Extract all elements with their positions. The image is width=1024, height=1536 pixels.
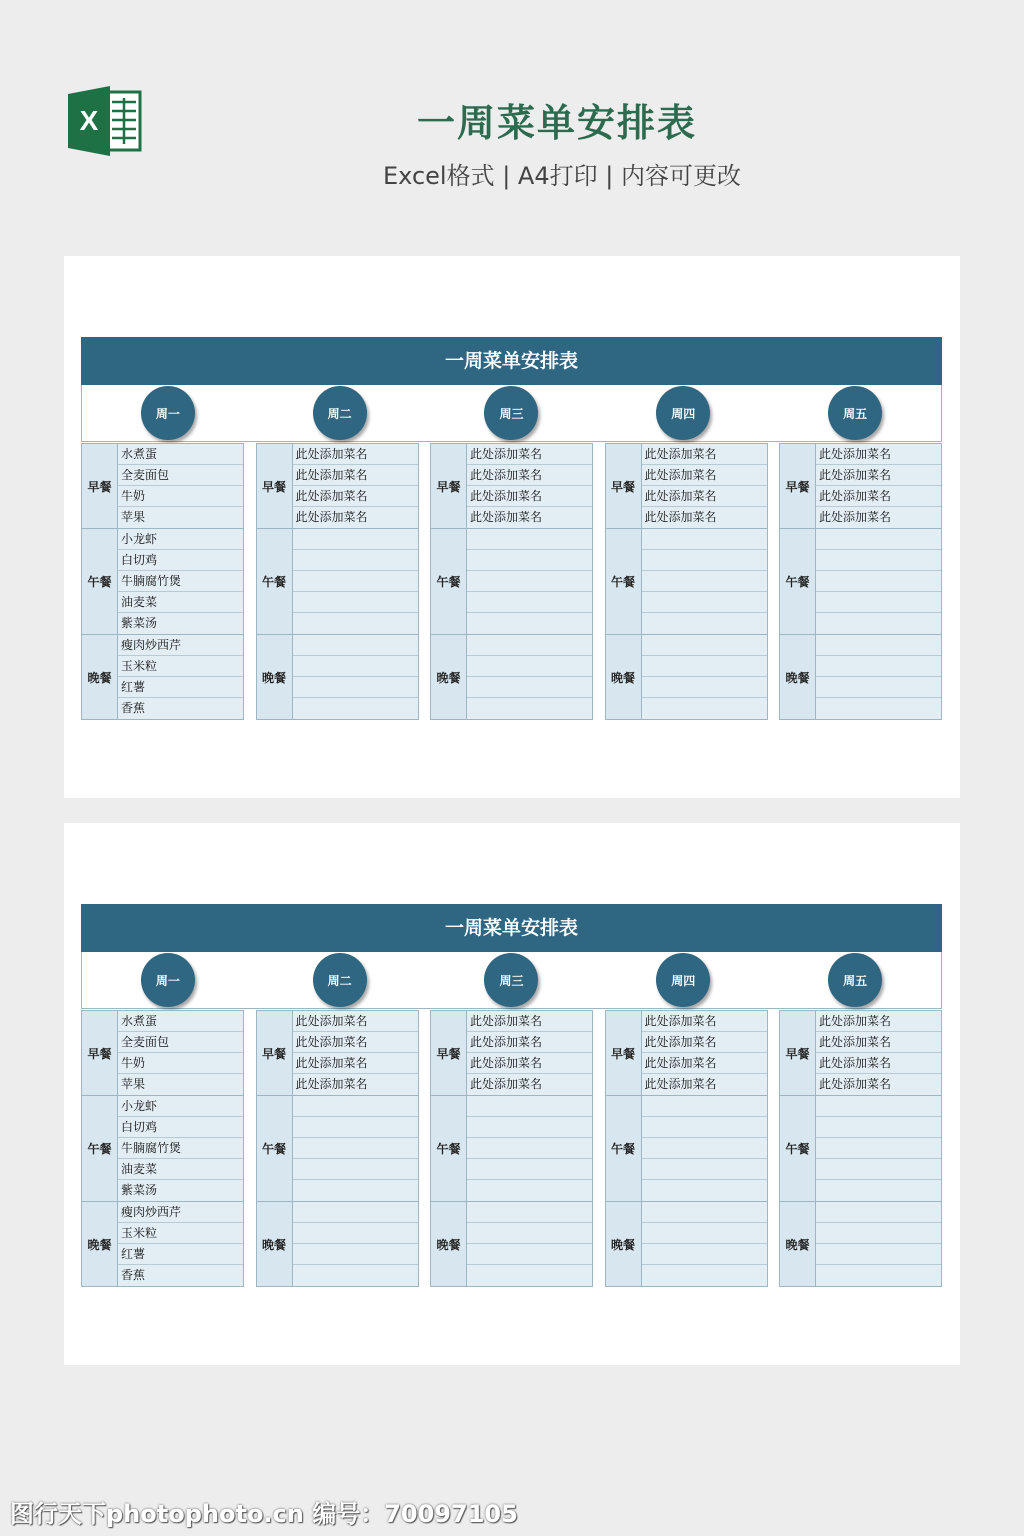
- page-title: 一周菜单安排表: [416, 101, 697, 145]
- dish-cell[interactable]: 此处添加菜名: [816, 1053, 941, 1074]
- dish-cell[interactable]: 香蕉: [121, 701, 146, 715]
- dish-cell[interactable]: [816, 698, 941, 719]
- meal-label: 午餐: [431, 1096, 467, 1201]
- meal-label: 晚餐: [431, 635, 467, 719]
- dish-cell[interactable]: 苹果: [121, 1077, 146, 1091]
- meal-label: 午餐: [82, 1096, 118, 1201]
- day-menu-block: [779, 1010, 942, 1287]
- meal-label: 午餐: [257, 1096, 293, 1201]
- dish-cell[interactable]: [293, 1244, 418, 1265]
- meal-group: [780, 1011, 941, 1096]
- meal-group: [780, 444, 941, 529]
- meal-items: [118, 529, 243, 634]
- day-badge: 周二: [313, 386, 367, 440]
- dish-cell[interactable]: 香蕉: [121, 1268, 146, 1282]
- meal-items: [467, 1011, 592, 1095]
- menu-table: [81, 337, 942, 720]
- day-header-row: [81, 385, 942, 442]
- meal-group: [780, 1096, 941, 1202]
- dish-cell[interactable]: 此处添加菜名: [644, 510, 717, 524]
- meal-group: [606, 1011, 767, 1096]
- day-header-cell: [254, 385, 426, 441]
- day-header-cell: [82, 385, 254, 441]
- dish-cell[interactable]: [642, 656, 767, 677]
- dish-cell[interactable]: [816, 550, 941, 571]
- dish-cell[interactable]: [293, 592, 418, 613]
- dish-cell[interactable]: 白切鸡: [118, 550, 243, 571]
- meal-items: [642, 444, 767, 528]
- dish-cell[interactable]: [816, 1159, 941, 1180]
- dish-cell[interactable]: [816, 1096, 941, 1117]
- meal-label: 午餐: [780, 529, 816, 634]
- meal-group: [780, 529, 941, 635]
- dish-cell[interactable]: 油麦菜: [118, 1159, 243, 1180]
- meal-label: 晚餐: [82, 635, 118, 719]
- dish-cell[interactable]: [293, 656, 418, 677]
- day-menu-block: [605, 443, 768, 720]
- day-menu-block: [430, 1010, 593, 1287]
- day-header-cell: [426, 952, 598, 1008]
- dish-cell[interactable]: [467, 1159, 592, 1180]
- meal-label: 午餐: [780, 1096, 816, 1201]
- dish-cell[interactable]: [642, 1117, 767, 1138]
- meal-label: 早餐: [257, 444, 293, 528]
- dish-cell[interactable]: [642, 613, 767, 634]
- dish-cell[interactable]: 此处添加菜名: [293, 1032, 418, 1053]
- dish-cell[interactable]: 水煮蛋: [118, 1011, 243, 1032]
- dish-cell[interactable]: [293, 698, 418, 719]
- dish-cell[interactable]: [816, 1265, 941, 1286]
- dish-cell[interactable]: 红薯: [118, 677, 243, 698]
- meal-items: [118, 635, 243, 719]
- meal-items: [467, 529, 592, 634]
- dish-cell[interactable]: [816, 1202, 941, 1223]
- dish-cell[interactable]: 此处添加菜名: [642, 444, 767, 465]
- meal-items: [816, 635, 941, 719]
- meal-items: [816, 444, 941, 528]
- days-grid: [81, 443, 942, 720]
- dish-cell[interactable]: 此处添加菜名: [644, 1077, 717, 1091]
- meal-group: [606, 1202, 767, 1286]
- meal-items: [816, 1011, 941, 1095]
- dish-cell[interactable]: 牛腩腐竹煲: [118, 571, 243, 592]
- meal-group: [431, 635, 592, 719]
- meal-label: 早餐: [431, 1011, 467, 1095]
- day-badge: 周三: [484, 953, 538, 1007]
- day-menu-block: [256, 1010, 419, 1287]
- day-badge: 周四: [656, 386, 710, 440]
- dish-cell[interactable]: 瘦肉炒西芹: [118, 635, 243, 656]
- meal-group: [257, 444, 418, 529]
- meal-label: 晚餐: [257, 1202, 293, 1286]
- dish-cell[interactable]: [293, 1180, 418, 1201]
- meal-label: 早餐: [780, 444, 816, 528]
- meal-group: [82, 529, 243, 635]
- meal-items: [642, 635, 767, 719]
- dish-cell[interactable]: 此处添加菜名: [293, 1011, 418, 1032]
- dish-cell[interactable]: 此处添加菜名: [293, 465, 418, 486]
- meal-group: [82, 1011, 243, 1096]
- meal-items: [467, 635, 592, 719]
- meal-group: [780, 1202, 941, 1286]
- dish-cell[interactable]: [816, 1223, 941, 1244]
- dish-cell[interactable]: [642, 550, 767, 571]
- dish-cell[interactable]: 此处添加菜名: [819, 510, 892, 524]
- day-badge: 周五: [828, 386, 882, 440]
- dish-cell[interactable]: 红薯: [118, 1244, 243, 1265]
- dish-cell[interactable]: [642, 571, 767, 592]
- day-header-row: [81, 952, 942, 1009]
- meal-group: [82, 1202, 243, 1286]
- dish-cell[interactable]: 瘦肉炒西芹: [118, 1202, 243, 1223]
- dish-cell[interactable]: [642, 635, 767, 656]
- meal-items: [816, 529, 941, 634]
- dish-cell[interactable]: [467, 656, 592, 677]
- meal-items: [467, 1202, 592, 1286]
- dish-cell[interactable]: [467, 1223, 592, 1244]
- dish-cell[interactable]: [816, 677, 941, 698]
- day-badge: 周五: [828, 953, 882, 1007]
- meal-items: [293, 1096, 418, 1201]
- dish-cell[interactable]: [467, 1180, 592, 1201]
- meal-items: [293, 1202, 418, 1286]
- meal-label: 晚餐: [606, 635, 642, 719]
- day-header-cell: [82, 952, 254, 1008]
- dish-cell[interactable]: 水煮蛋: [118, 444, 243, 465]
- dish-cell[interactable]: 此处添加菜名: [816, 1011, 941, 1032]
- dish-cell[interactable]: [293, 1265, 418, 1286]
- meal-group: [257, 1096, 418, 1202]
- meal-label: 早餐: [431, 444, 467, 528]
- meal-items: [467, 444, 592, 528]
- meal-label: 午餐: [82, 529, 118, 634]
- dish-cell[interactable]: [467, 635, 592, 656]
- meal-group: [606, 1096, 767, 1202]
- dish-cell[interactable]: [642, 1159, 767, 1180]
- dish-cell[interactable]: 此处添加菜名: [295, 1077, 368, 1091]
- day-header-cell: [426, 385, 598, 441]
- dish-cell[interactable]: [467, 571, 592, 592]
- meal-group: [82, 635, 243, 719]
- dish-cell[interactable]: 此处添加菜名: [642, 1011, 767, 1032]
- dish-cell[interactable]: [467, 677, 592, 698]
- meal-label: 午餐: [606, 1096, 642, 1201]
- dish-cell[interactable]: 此处添加菜名: [470, 510, 543, 524]
- meal-group: [82, 1096, 243, 1202]
- dish-cell[interactable]: 此处添加菜名: [467, 1053, 592, 1074]
- meal-items: [816, 1202, 941, 1286]
- meal-label: 晚餐: [431, 1202, 467, 1286]
- dish-cell[interactable]: [816, 656, 941, 677]
- dish-cell[interactable]: [816, 1180, 941, 1201]
- dish-cell[interactable]: [642, 698, 767, 719]
- meal-group: [257, 1011, 418, 1096]
- dish-cell[interactable]: [642, 1096, 767, 1117]
- meal-group: [82, 444, 243, 529]
- dish-cell[interactable]: [293, 571, 418, 592]
- day-menu-block: [430, 443, 593, 720]
- dish-cell[interactable]: [642, 1202, 767, 1223]
- dish-cell[interactable]: 此处添加菜名: [467, 486, 592, 507]
- days-grid: [81, 1010, 942, 1287]
- dish-cell[interactable]: 此处添加菜名: [816, 444, 941, 465]
- dish-cell[interactable]: [467, 550, 592, 571]
- dish-cell[interactable]: 此处添加菜名: [642, 1053, 767, 1074]
- dish-cell[interactable]: [816, 635, 941, 656]
- dish-cell[interactable]: [467, 1138, 592, 1159]
- meal-label: 晚餐: [82, 1202, 118, 1286]
- meal-label: 晚餐: [780, 1202, 816, 1286]
- meal-label: 晚餐: [780, 635, 816, 719]
- day-menu-block: [256, 443, 419, 720]
- dish-cell[interactable]: 此处添加菜名: [816, 465, 941, 486]
- dish-cell[interactable]: [816, 1244, 941, 1265]
- dish-cell[interactable]: [293, 1223, 418, 1244]
- dish-cell[interactable]: 此处添加菜名: [816, 1032, 941, 1053]
- meal-group: [431, 1096, 592, 1202]
- dish-cell[interactable]: [642, 1138, 767, 1159]
- dish-cell[interactable]: 全麦面包: [118, 1032, 243, 1053]
- meal-label: 早餐: [82, 1011, 118, 1095]
- dish-cell[interactable]: [293, 635, 418, 656]
- dish-cell[interactable]: [642, 592, 767, 613]
- menu-table: [81, 904, 942, 1287]
- meal-group: [431, 529, 592, 635]
- dish-cell[interactable]: 此处添加菜名: [819, 1077, 892, 1091]
- table-title: 一周菜单安排表: [81, 904, 942, 952]
- meal-label: 午餐: [606, 529, 642, 634]
- meal-items: [293, 529, 418, 634]
- dish-cell[interactable]: [467, 1244, 592, 1265]
- dish-cell[interactable]: [642, 1223, 767, 1244]
- dish-cell[interactable]: [293, 1202, 418, 1223]
- meal-label: 早餐: [780, 1011, 816, 1095]
- dish-cell[interactable]: [467, 1265, 592, 1286]
- dish-cell[interactable]: 玉米粒: [118, 1223, 243, 1244]
- dish-cell[interactable]: [816, 592, 941, 613]
- meal-items: [118, 1011, 243, 1095]
- dish-cell[interactable]: [642, 677, 767, 698]
- meal-group: [431, 444, 592, 529]
- meal-label: 午餐: [431, 529, 467, 634]
- dish-cell[interactable]: 牛奶: [118, 1053, 243, 1074]
- dish-cell[interactable]: [293, 1138, 418, 1159]
- meal-group: [606, 529, 767, 635]
- dish-cell[interactable]: 此处添加菜名: [642, 486, 767, 507]
- sheet-preview-2: [64, 823, 960, 1365]
- dish-cell[interactable]: 紫菜汤: [121, 1183, 158, 1197]
- dish-cell[interactable]: 此处添加菜名: [470, 1077, 543, 1091]
- meal-items: [118, 444, 243, 528]
- meal-group: [257, 529, 418, 635]
- dish-cell[interactable]: [467, 1202, 592, 1223]
- dish-cell[interactable]: [467, 529, 592, 550]
- meal-label: 晚餐: [606, 1202, 642, 1286]
- dish-cell[interactable]: 此处添加菜名: [642, 465, 767, 486]
- meal-label: 早餐: [82, 444, 118, 528]
- dish-cell[interactable]: [816, 1117, 941, 1138]
- meal-label: 早餐: [257, 1011, 293, 1095]
- day-menu-block: [779, 443, 942, 720]
- day-menu-block: [81, 443, 244, 720]
- svg-text:X: X: [79, 105, 99, 136]
- dish-cell[interactable]: 紫菜汤: [121, 616, 158, 630]
- dish-cell[interactable]: 此处添加菜名: [467, 465, 592, 486]
- dish-cell[interactable]: 此处添加菜名: [816, 486, 941, 507]
- sheet-preview-1: [64, 256, 960, 798]
- dish-cell[interactable]: [642, 1244, 767, 1265]
- meal-group: [780, 635, 941, 719]
- dish-cell[interactable]: 牛奶: [118, 486, 243, 507]
- meal-items: [293, 635, 418, 719]
- meal-group: [257, 1202, 418, 1286]
- dish-cell[interactable]: 牛腩腐竹煲: [118, 1138, 243, 1159]
- dish-cell[interactable]: [816, 571, 941, 592]
- meal-items: [293, 444, 418, 528]
- dish-cell[interactable]: [816, 613, 941, 634]
- dish-cell[interactable]: [642, 1180, 767, 1201]
- dish-cell[interactable]: 小龙虾: [118, 1096, 243, 1117]
- day-header-cell: [254, 952, 426, 1008]
- dish-cell[interactable]: 玉米粒: [118, 656, 243, 677]
- page-subtitle: Excel格式 | A4打印 | 内容可更改: [383, 162, 741, 190]
- meal-items: [816, 1096, 941, 1201]
- dish-cell[interactable]: 此处添加菜名: [293, 486, 418, 507]
- day-badge: 周二: [313, 953, 367, 1007]
- dish-cell[interactable]: [293, 1096, 418, 1117]
- meal-items: [467, 1096, 592, 1201]
- meal-group: [257, 635, 418, 719]
- meal-label: 午餐: [257, 529, 293, 634]
- table-title: 一周菜单安排表: [81, 337, 942, 385]
- day-badge: 周一: [141, 386, 195, 440]
- day-menu-block: [81, 1010, 244, 1287]
- dish-cell[interactable]: 油麦菜: [118, 592, 243, 613]
- day-header-cell: [597, 952, 769, 1008]
- dish-cell[interactable]: 苹果: [121, 510, 146, 524]
- meal-items: [118, 1096, 243, 1201]
- dish-cell[interactable]: [467, 1096, 592, 1117]
- meal-items: [293, 1011, 418, 1095]
- day-header-cell: [769, 952, 941, 1008]
- dish-cell[interactable]: [642, 1265, 767, 1286]
- dish-cell[interactable]: 此处添加菜名: [642, 1032, 767, 1053]
- meal-items: [642, 529, 767, 634]
- dish-cell[interactable]: [467, 613, 592, 634]
- dish-cell[interactable]: [467, 698, 592, 719]
- dish-cell[interactable]: [293, 677, 418, 698]
- meal-label: 早餐: [606, 444, 642, 528]
- dish-cell[interactable]: [467, 592, 592, 613]
- meal-items: [642, 1202, 767, 1286]
- meal-group: [431, 1202, 592, 1286]
- dish-cell[interactable]: [642, 529, 767, 550]
- dish-cell[interactable]: [293, 613, 418, 634]
- dish-cell[interactable]: 全麦面包: [118, 465, 243, 486]
- day-header-cell: [769, 385, 941, 441]
- watermark: 图行天下photophoto.cn 编号：70097105: [10, 1500, 518, 1528]
- meal-label: 早餐: [606, 1011, 642, 1095]
- dish-cell[interactable]: 此处添加菜名: [467, 444, 592, 465]
- meal-label: 晚餐: [257, 635, 293, 719]
- dish-cell[interactable]: 此处添加菜名: [295, 510, 368, 524]
- dish-cell[interactable]: 此处添加菜名: [293, 444, 418, 465]
- dish-cell[interactable]: 此处添加菜名: [467, 1011, 592, 1032]
- day-badge: 周一: [141, 953, 195, 1007]
- dish-cell[interactable]: [293, 529, 418, 550]
- dish-cell[interactable]: 此处添加菜名: [293, 1053, 418, 1074]
- dish-cell[interactable]: 此处添加菜名: [467, 1032, 592, 1053]
- meal-group: [606, 635, 767, 719]
- dish-cell[interactable]: 小龙虾: [118, 529, 243, 550]
- day-header-cell: [597, 385, 769, 441]
- day-badge: 周四: [656, 953, 710, 1007]
- day-badge: 周三: [484, 386, 538, 440]
- dish-cell[interactable]: [293, 1117, 418, 1138]
- dish-cell[interactable]: [816, 1138, 941, 1159]
- meal-items: [118, 1202, 243, 1286]
- meal-items: [642, 1011, 767, 1095]
- dish-cell[interactable]: [293, 1159, 418, 1180]
- dish-cell[interactable]: [816, 529, 941, 550]
- meal-items: [642, 1096, 767, 1201]
- day-menu-block: [605, 1010, 768, 1287]
- dish-cell[interactable]: [293, 550, 418, 571]
- meal-group: [431, 1011, 592, 1096]
- meal-group: [606, 444, 767, 529]
- dish-cell[interactable]: [467, 1117, 592, 1138]
- dish-cell[interactable]: 白切鸡: [118, 1117, 243, 1138]
